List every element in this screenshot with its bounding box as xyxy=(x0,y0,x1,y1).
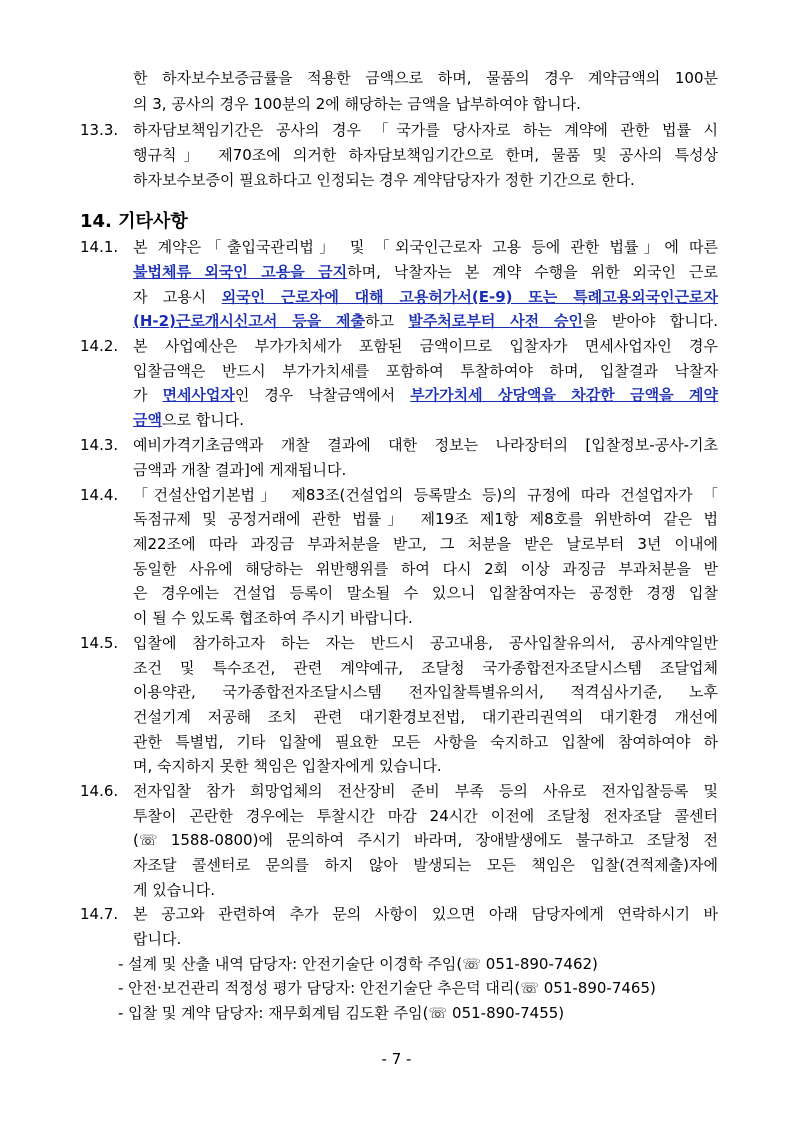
section-number: 14.4. xyxy=(80,486,119,504)
paragraph-line: 제22조에 따라 과징금 부과처분을 받고, 그 처분을 받은 날로부터 3년 이내에 xyxy=(133,535,718,553)
highlight-text: 면세사업자 xyxy=(162,386,235,404)
paragraph-line: 한 하자보수보증금률을 적용한 금액으로 하며, 물품의 경우 계약금액의 100분 xyxy=(133,69,718,87)
paragraph-line: 입찰에 참가하고자 하는 자는 반드시 공고내용, 공사입찰유의서, 공사계약일반 xyxy=(133,634,718,652)
highlight-text: 불법체류 외국인 고용을 금지 xyxy=(133,263,348,281)
highlight-text: 발주처로부터 사전 승인 xyxy=(408,312,583,330)
paragraph-line: 랍니다. xyxy=(133,930,182,948)
paragraph-line xyxy=(133,287,718,307)
paragraph-line: 의 3, 공사의 경우 100분의 2에 해당하는 금액을 납부하여야 합니다. xyxy=(133,95,581,113)
paragraph-line: 조건 및 특수조건, 관련 계약예규, 조달청 국가종합전자조달시스템 조달업체 xyxy=(133,659,718,677)
paragraph-line: 하자담보책임기간은 공사의 경우 「국가를 당사자로 하는 계약에 관한 법률 시 xyxy=(133,121,718,139)
text-span: 하고 xyxy=(365,312,409,330)
paragraph-line: 며, 숙지하지 못한 책임은 입찰자에게 있습니다. xyxy=(133,757,442,775)
paragraph-line: 금액과 개찰 결과]에 게재됩니다. xyxy=(133,461,347,479)
paragraph-line: 게 있습니다. xyxy=(133,881,215,899)
section-number: 14.5. xyxy=(80,634,119,652)
contact-item: - 안전·보건관리 적정성 평가 담당자: 안전기술단 추은덕 대리(☏ 051-890-7465) xyxy=(118,979,656,997)
paragraph-line: 은 경우에는 건설업 등록이 말소될 수 있으니 입찰참여자는 공정한 경쟁 입찰 xyxy=(133,584,718,602)
section-number: 14.7. xyxy=(80,905,119,923)
paragraph-line: 행규칙」 제70조에 의거한 하자담보책임기간으로 한며, 물품 및 공사의 특성상 xyxy=(133,146,718,164)
text-span: 가 xyxy=(133,386,163,404)
paragraph-line: 본 계약은「출입국관리법」 및 「외국인근로자 고용 등에 관한 법률」에 따른 xyxy=(133,238,718,256)
section-number: 14.3. xyxy=(80,436,119,454)
text-span: 인 경우 낙찰금액에서 xyxy=(234,386,411,404)
section-number: 14.2. xyxy=(80,337,119,355)
text-span: 자 고용시 xyxy=(133,288,222,306)
page-number: - 7 - xyxy=(381,1050,412,1068)
highlight-text: 금액 xyxy=(133,411,162,429)
text-span: 으로 합니다. xyxy=(161,411,244,429)
paragraph-line: 전자입찰 참가 희망업체의 전산장비 준비 부족 등의 사유로 전자입찰등록 및 xyxy=(133,782,718,800)
section-heading: 14. 기타사항 xyxy=(80,211,188,232)
highlight-text: (H-2)근로개시신고서 등을 제출 xyxy=(133,312,366,330)
highlight-text: 외국인 근로자에 대해 고용허가서(E-9) 또는 특례고용외국인근로자 xyxy=(221,288,718,306)
section-number: 14.6. xyxy=(80,782,119,800)
paragraph-line: 독점규제 및 공정거래에 관한 법률」 제19조 제1항 제8호를 위반하여 같은 법 xyxy=(133,510,718,528)
paragraph-line: 하자보수보증이 필요하다고 인정되는 경우 계약담당자가 정한 기간으로 한다. xyxy=(133,171,635,189)
paragraph-line: 이용약관, 국가종합전자조달시스템 전자입찰특별유의서, 적격심사기준, 노후 xyxy=(133,683,718,701)
section-number: 13.3. xyxy=(80,121,119,139)
paragraph-line: 관한 특별법, 기타 입찰에 필요한 모든 사항을 숙지하고 입찰에 참여하여야 하 xyxy=(133,733,718,751)
paragraph-line: 본 사업예산은 부가가치세가 포함된 금액이므로 입찰자가 면세사업자인 경우 xyxy=(133,337,718,355)
paragraph-line: (☏ 1588-0800)에 문의하여 주시기 바라며, 장애발생에도 불구하고 조달청 전 xyxy=(133,831,718,849)
paragraph-line: 건설기계 저공해 조치 관련 대기환경보전법, 대기관리권역의 대기환경 개선에 xyxy=(133,708,718,726)
paragraph-line: 본 공고와 관련하여 추가 문의 사항이 있으면 아래 담당자에게 연락하시기 바 xyxy=(133,905,718,923)
paragraph-line: 이 될 수 있도록 협조하여 주시기 바랍니다. xyxy=(133,609,413,627)
section-number: 14.1. xyxy=(80,238,119,256)
contact-item: - 설계 및 산출 내역 담당자: 안전기술단 이경학 주임(☏ 051-890-7462) xyxy=(118,955,598,973)
highlight-text: 부가가치세 상당액을 차감한 금액을 계약 xyxy=(410,386,718,404)
text-span: 하며, 낙찰자는 본 계약 수행을 위한 외국인 근로 xyxy=(347,263,718,281)
paragraph-line: 자조달 콜센터로 문의를 하지 않아 발생되는 모든 책임은 입찰(견적제출)자에 xyxy=(133,856,718,874)
paragraph-line: 투찰이 곤란한 경우에는 투찰시간 마감 24시간 이전에 조달청 전자조달 콜센터 xyxy=(133,807,718,825)
paragraph-line xyxy=(133,262,718,282)
paragraph-line xyxy=(133,311,718,331)
contact-item: - 입찰 및 계약 담당자: 재무회계팀 김도환 주임(☏ 051-890-7455) xyxy=(118,1004,565,1022)
text-span: 을 받아야 합니다. xyxy=(583,312,718,330)
paragraph-line: 「건설산업기본법」 제83조(건설업의 등록말소 등)의 규정에 따라 건설업자가 「 xyxy=(133,486,718,504)
paragraph-line: 예비가격기초금액과 개찰 결과에 대한 정보는 나라장터의 [입찰정보-공사-기초 xyxy=(133,436,718,454)
paragraph-line: 동일한 사유에 해당하는 위반행위를 하여 다시 2회 이상 과징금 부과처분을 받 xyxy=(133,560,718,578)
paragraph-line: 입찰금액은 반드시 부가가치세를 포함하여 투찰하여야 하며, 입찰결과 낙찰자 xyxy=(133,362,718,380)
paragraph-line xyxy=(133,385,718,405)
paragraph-line xyxy=(133,410,244,430)
